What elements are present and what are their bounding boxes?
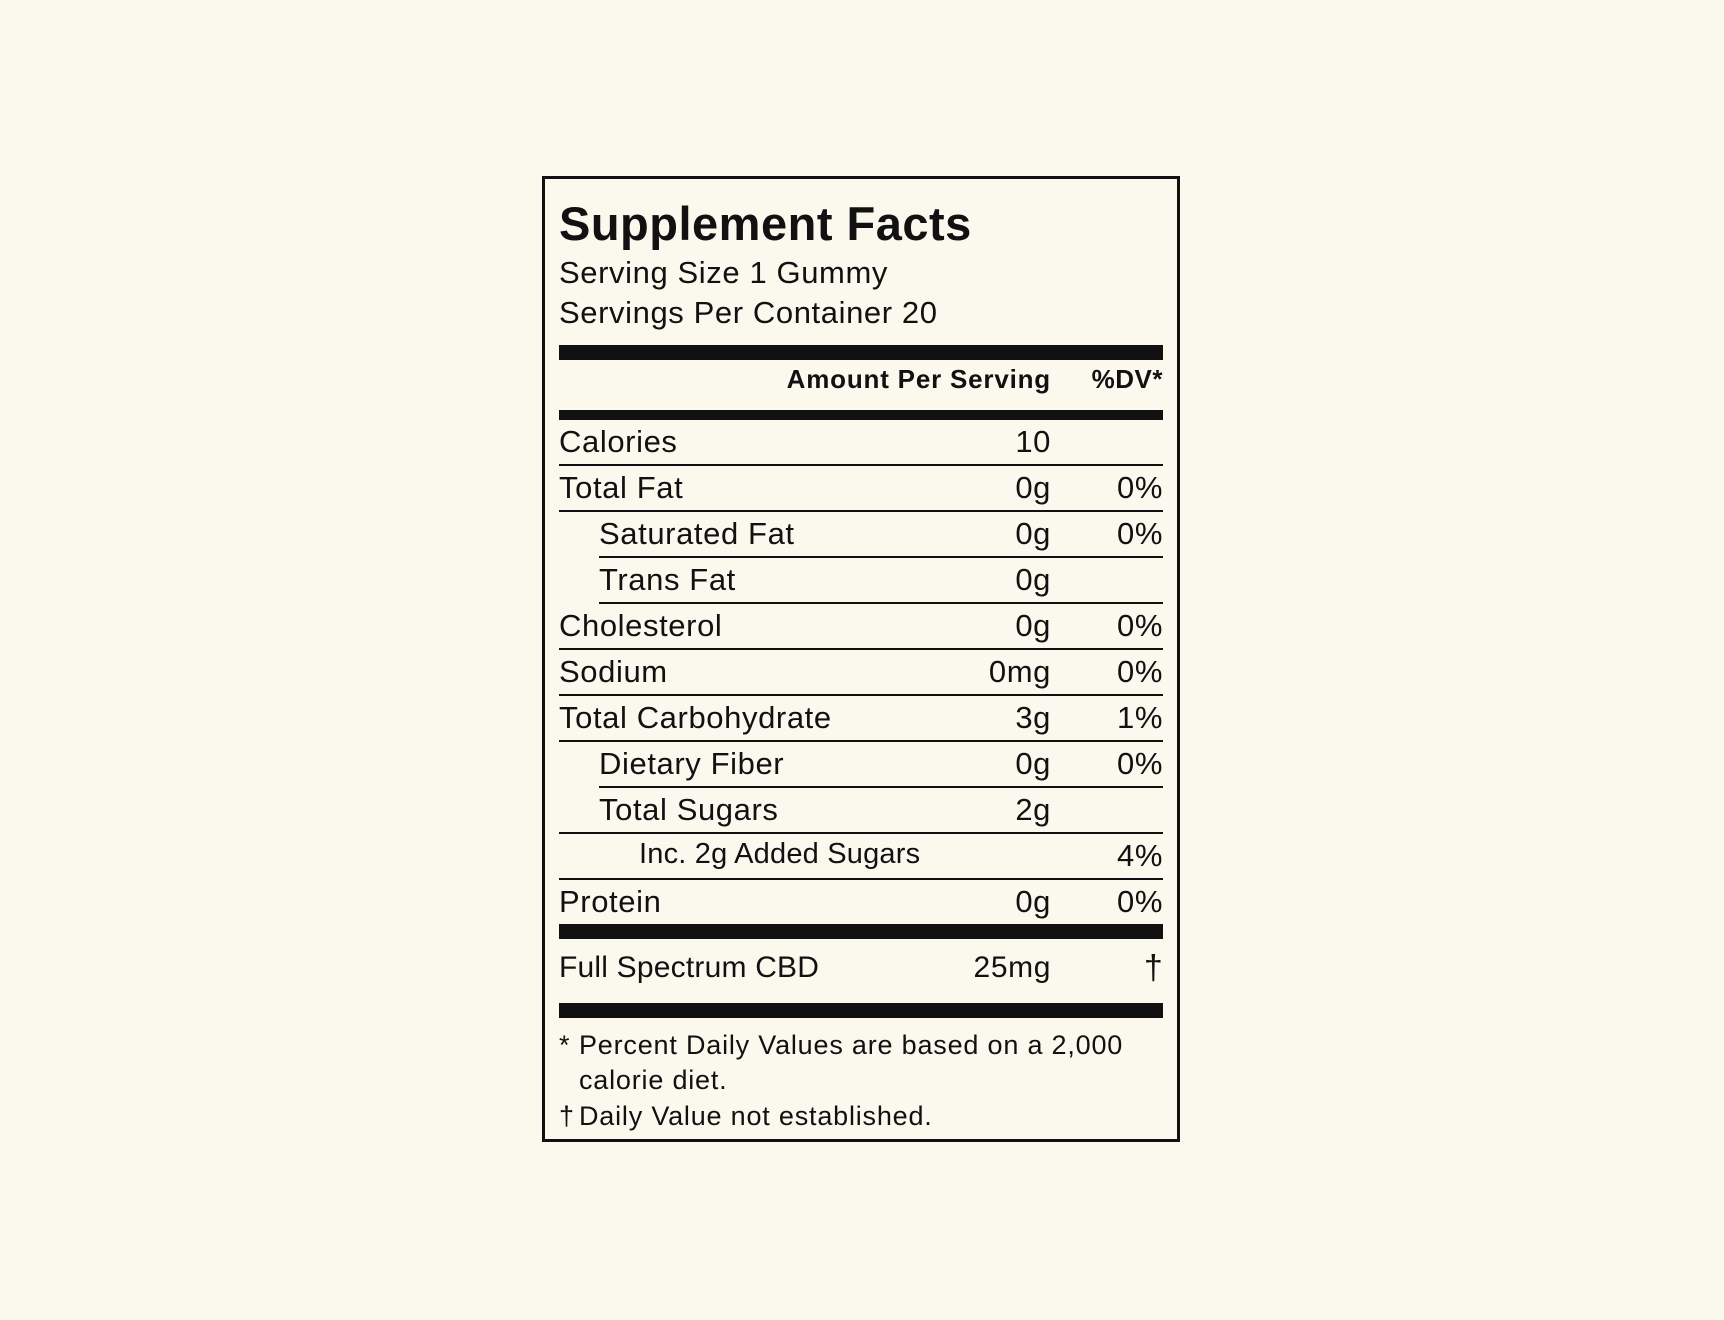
daily-value-header: %DV* — [1091, 364, 1163, 394]
nutrient-amount: 0g — [1015, 884, 1051, 919]
nutrient-dv: 4% — [1116, 838, 1163, 873]
divider-thick — [559, 345, 1163, 360]
label-title: Supplement Facts — [559, 197, 972, 250]
footnote-not-established — [559, 1099, 1163, 1134]
footnotes — [559, 1028, 1163, 1134]
nutrient-row-protein — [559, 880, 1163, 924]
nutrient-row-cholesterol — [559, 604, 1163, 650]
nutrient-name: Sodium — [559, 654, 668, 689]
cbd-amount: 25mg — [973, 951, 1051, 984]
dagger-mark: † — [559, 1101, 575, 1131]
nutrient-row-trans-fat — [599, 558, 1163, 604]
nutrient-name: Trans Fat — [599, 562, 736, 597]
nutrient-name: Saturated Fat — [599, 516, 795, 551]
cbd-row — [559, 939, 1163, 1003]
footnote-not-established-text: Daily Value not established. — [579, 1101, 933, 1131]
nutrient-amount: 0mg — [988, 654, 1051, 689]
amount-per-serving-header: Amount Per Serving — [786, 364, 1051, 394]
nutrient-name: Calories — [559, 424, 678, 459]
nutrient-dv: 0% — [1116, 884, 1163, 919]
asterisk-mark: * — [559, 1030, 571, 1060]
nutrient-row-saturated-fat — [599, 512, 1163, 558]
nutrient-dv: 0% — [1116, 654, 1163, 689]
nutrient-dv: 0% — [1116, 516, 1163, 551]
footnote-daily-values — [559, 1028, 1163, 1098]
nutrient-name: Protein — [559, 884, 662, 919]
nutrient-dv: 1% — [1116, 700, 1163, 735]
nutrient-row-sodium — [559, 650, 1163, 696]
nutrient-row-calories — [559, 420, 1163, 466]
nutrient-name: Total Sugars — [599, 792, 779, 827]
nutrient-amount: 2g — [1015, 792, 1051, 827]
nutrient-amount: 3g — [1015, 700, 1051, 735]
nutrient-row-added-sugars — [559, 834, 1163, 880]
nutrient-amount: 0g — [1015, 562, 1051, 597]
divider-thick — [559, 1003, 1163, 1018]
nutrient-amount: 0g — [1015, 608, 1051, 643]
nutrient-row-total-sugars — [559, 788, 1163, 834]
nutrient-name: Dietary Fiber — [599, 746, 785, 781]
nutrient-dv: 0% — [1116, 470, 1163, 505]
nutrient-dv: 0% — [1116, 746, 1163, 781]
cbd-name: Full Spectrum CBD — [559, 951, 820, 984]
divider-thick — [559, 924, 1163, 939]
nutrient-amount: 0g — [1015, 516, 1051, 551]
supplement-facts-label — [542, 176, 1180, 1142]
nutrient-amount: 0g — [1015, 746, 1051, 781]
nutrient-name: Cholesterol — [559, 608, 723, 643]
column-header-row — [559, 360, 1163, 410]
serving-size: Serving Size 1 Gummy — [559, 255, 888, 290]
nutrient-dv: 0% — [1116, 608, 1163, 643]
cbd-dv-dagger: † — [1143, 949, 1163, 987]
nutrient-row-total-fat — [559, 466, 1163, 512]
nutrient-row-dietary-fiber — [599, 742, 1163, 788]
nutrient-amount: 0g — [1015, 470, 1051, 505]
footnote-daily-values-text: Percent Daily Values are based on a 2,000 calorie diet. — [579, 1030, 1124, 1095]
divider-medium — [559, 410, 1163, 420]
nutrient-row-total-carbohydrate — [559, 696, 1163, 742]
nutrient-name: Inc. 2g Added Sugars — [639, 838, 921, 870]
nutrient-name: Total Carbohydrate — [559, 700, 832, 735]
servings-per-container: Servings Per Container 20 — [559, 295, 938, 330]
nutrient-name: Total Fat — [559, 470, 684, 505]
nutrient-amount: 10 — [1015, 424, 1051, 459]
